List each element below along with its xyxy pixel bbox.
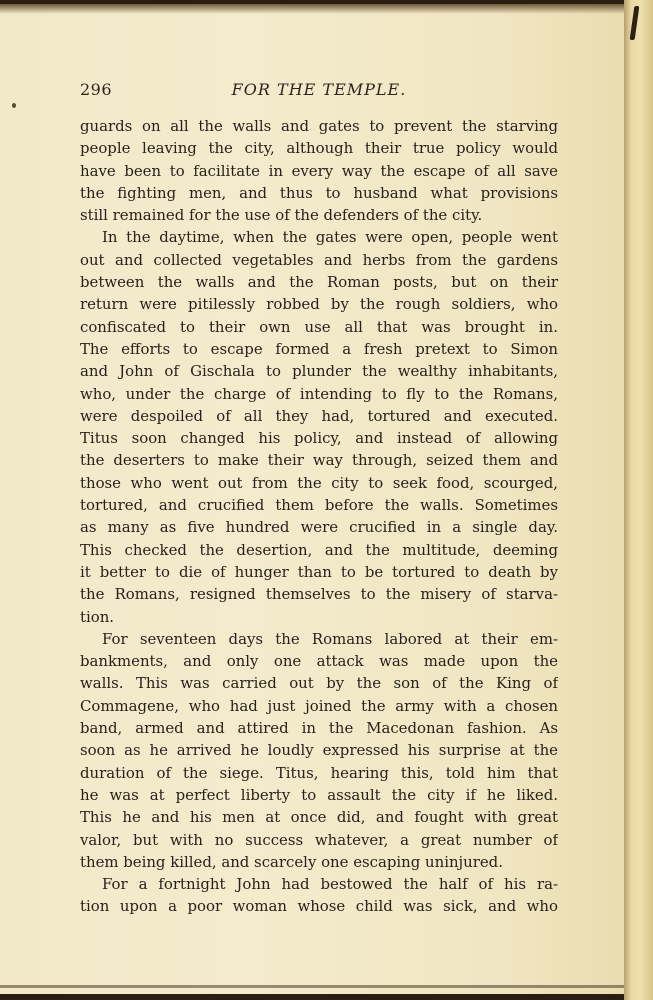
text-line: it better to die of hunger than to be tortured to death by: [80, 562, 558, 581]
text-line: tion upon a poor woman whose child was sick, and who: [80, 897, 558, 916]
text-line: In the daytime, when the gates were open, people went: [102, 228, 558, 247]
page-bottom-edge: [0, 985, 624, 988]
text-line: return were pitilessly robbed by the rough soldiers, who: [80, 295, 558, 314]
text-line: the Romans, resigned themselves to the misery of starva-: [80, 585, 558, 604]
text-line: soon as he arrived he loudly expressed his surprise at the: [80, 741, 558, 760]
text-line: duration of the siege. Titus, hearing this, told him that: [80, 763, 558, 782]
page-top-shadow: [0, 4, 624, 14]
text-line: have been to facilitate in every way the escape of all save: [80, 161, 558, 180]
text-line: This checked the desertion, and the multitude, deeming: [80, 540, 558, 559]
text-line: still remained for the use of the defenders of the city.: [80, 206, 483, 225]
text-line: valor, but with no success whatever, a great number of: [80, 830, 558, 849]
text-line: guards on all the walls and gates to prevent the starving: [80, 117, 558, 135]
book-spine-edge: [624, 0, 653, 1000]
page-number: 296: [80, 80, 113, 99]
text-line: out and collected vegetables and herbs from the gardens: [80, 250, 558, 269]
text-line: those who went out from the city to seek food, scourged,: [80, 473, 558, 492]
text-line: as many as five hundred were crucified in a single day.: [80, 518, 558, 537]
text-line: confiscated to their own use all that was brought in.: [80, 317, 558, 336]
text-line: and John of Gischala to plunder the wealthy inhabitants,: [80, 362, 558, 381]
text-line: For seventeen days the Romans labored at their em-: [102, 629, 558, 648]
text-line: walls. This was carried out by the son of the King of: [80, 674, 558, 693]
text-line: between the walls and the Roman posts, but on their: [80, 273, 558, 292]
text-line: Titus soon changed his policy, and instead of allowing: [80, 429, 558, 448]
margin-speck: [12, 103, 16, 108]
text-line: who, under the charge of intending to fly to the Romans,: [80, 384, 558, 403]
book-page: [0, 4, 624, 994]
text-line: he was at perfect liberty to assault the city if he liked.: [80, 785, 558, 804]
text-line: For a fortnight John had bestowed the half of his ra-: [102, 875, 558, 894]
bookmark-ribbon: [630, 6, 640, 40]
text-line: Commagene, who had just joined the army with a chosen: [80, 696, 558, 715]
text-line: bankments, and only one attack was made upon the: [80, 652, 558, 671]
text-line: people leaving the city, although their true policy would: [80, 139, 558, 158]
text-line: were despoiled of all they had, tortured and executed.: [80, 406, 558, 425]
text-line: This he and his men at once did, and fought with great: [80, 808, 558, 827]
text-line: The efforts to escape formed a fresh pretext to Simon: [80, 339, 558, 358]
running-title: FOR THE TEMPLE.: [231, 80, 407, 99]
text-line: tion.: [80, 607, 115, 626]
text-line: band, armed and attired in the Macedonan fashion. As: [80, 719, 558, 738]
text-line: the deserters to make their way through, seized them and: [80, 451, 558, 470]
text-line: tortured, and crucified them before the walls. Sometimes: [80, 496, 558, 515]
body-text: [80, 115, 558, 918]
text-line: them being killed, and scarcely one escaping uninjured.: [80, 852, 503, 871]
text-line: the fighting men, and thus to husband what provisions: [80, 183, 558, 202]
page-header: [80, 80, 558, 102]
